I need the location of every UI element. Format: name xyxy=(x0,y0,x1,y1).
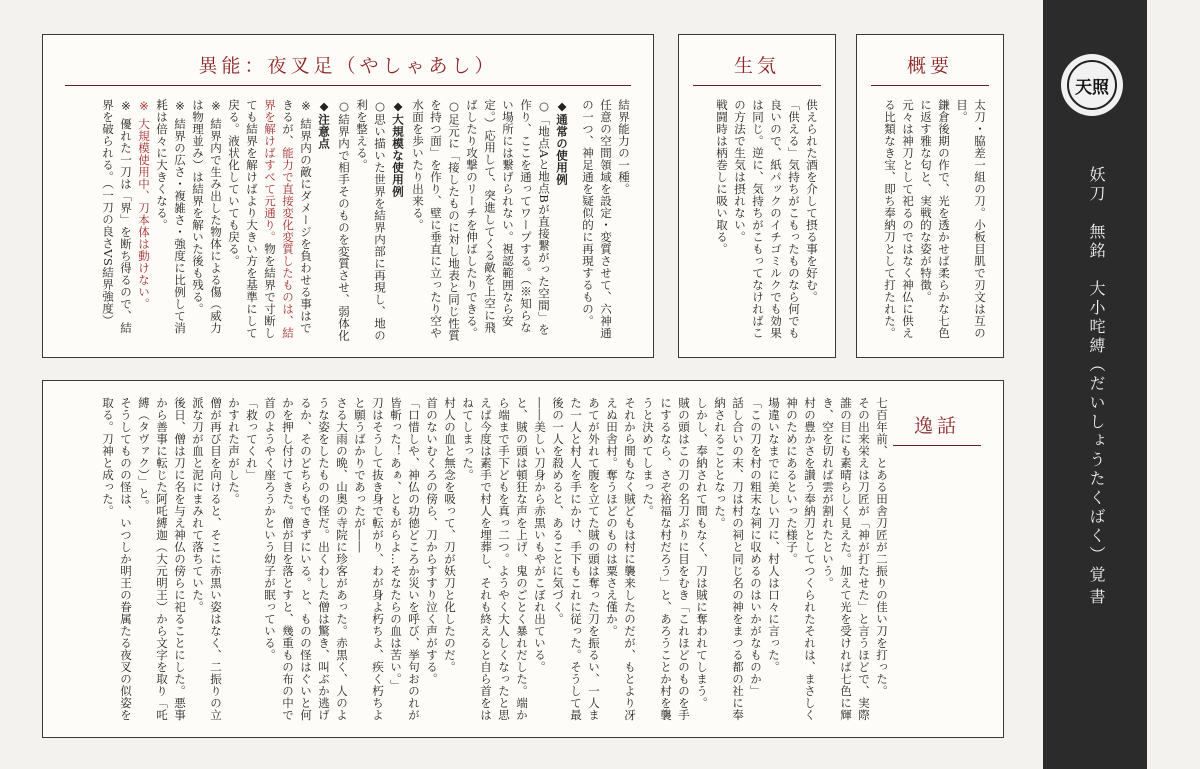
note-1a: ※ 結界内の敵にダメージを負わせる事はできるが、 xyxy=(281,99,313,334)
overview-body: 太刀・脇差一組の刀。小板目肌で刃文は互の目。 鎌倉後期の作で、光を透かせば柔らかな七色に返す雅な匂と、実戦的な姿が特徴。 元々は神刀として祀るのではなく神仏に供える比類なき宝、即ち奉納刀として打たれた。 xyxy=(883,99,987,339)
anecdote-panel xyxy=(42,380,1004,738)
anecdote-title: 逸話 xyxy=(913,415,960,437)
large-scale-body: ○思い描いた世界を結界内部に再現し、地の利を整える。 ○結界内で相手そのものを変質させ、弱体化 xyxy=(337,99,387,342)
sword-title: 妖刀 無銘 大小咤縛（だいしょうたくばく） xyxy=(1087,166,1106,565)
usage-body: ○「地点Aと地点Bが直接繋がった空間」を作り、ここを通ってワープする。（※知らない場所には繋げられない。視認範囲なら安定。）応用して、突進してくる敵を上空に飛ばしたり攻撃のリーチを伸ばしたりできる。 ○足元に「接したものに対し地表と同じ性質を持つ面」を作り、壁に垂直に立ったり空や水面を歩いたり出来る。 xyxy=(411,99,551,342)
vitality-title: 生気 xyxy=(733,55,780,77)
anecdote-title-rule xyxy=(893,445,981,446)
ability-panel xyxy=(42,34,654,358)
note-4: ※ 大規模使用中、刀本体は動けない。 xyxy=(137,99,151,310)
overview-title-rule xyxy=(871,85,989,86)
notes-list xyxy=(59,99,315,343)
sidebar xyxy=(1043,0,1147,769)
note-1-highlight: 能力で直接変化変質したものは、結界を解けばすべて元通り。 xyxy=(263,99,295,339)
vitality-panel xyxy=(678,34,836,358)
overview-title: 概要 xyxy=(906,55,953,77)
anecdote-body: 七百年前、とある田舎刀匠が二振りの佳い刀を打った。 その出来栄えは刀匠が「神が打たせた」と言うほどで、実際誰の目にも素晴らしく見えた。加えて光を受ければ七色に輝き、空を切れば雲が割れたという。 村の豊かさを讃う奉納刀としてつくられたそれは、まさしく神のためにあるといった様子。 場違いなまでに美しい刀に、村人は口々に言った。 「この刀を村の粗末な祠に収めるのはいかがなものか」 話し合いの末、刀は村の祠と同じ名の神をまつる都の社に奉納されることとなった。 しかし、奉納されて間もなく、刀は賊に奪われてしまう。 賊の頭はこの刀の名刀ぶりに目をむき「これほどのものを手にするなら、さぞ裕福な村だろう」と、あろうことか村を襲うと決めてしまった。 それから間もなく賊どもは村に襲来したのだが、もとより冴えぬ田舎村。奪うほどのものは粟さえ僅か。 あてが外れて腹を立てた賊の頭は奪った刀を振るい、一人また一人と村人を手にかけ、手下もこれに従った。そうして最後の一人を殺めると、あることに気づく。 ――美しい刀身から赤黒いもやがこぼれ出ている。 と、賊の頭は頓狂な声を上げ、鬼のごとく暴れだした。端から端まで手下どもを真っ二つ。ようやく大人しくなったと思えば今度は素手で村人を埋葬し、それも終えると自ら首をはねてしまった。 村人の血と無念を吸って、刀が妖刀と化したのだ。 首のないむくろの傍ら、刀からすすり泣く声がする。 「口惜しや、神仏の功徳どころか災いを呼び、挙句おのれが皆斬った！あぁ、ともがらよ…そなたらの血は苦い。」 刀はそうして抜き身で転がり、わが身よ朽ちよ、疾く朽ちよと願うばかりであったが―― さる大雨の晩、山奥の寺院に珍客があった。赤黒く、人のような姿をしたものの怪だ。出くわした僧は驚き、叫ぶか逃げるか、そのどちらもできずにいる。と、ものの怪はぐいと何かを押し付けてきた。僧が目を落とすと、幾重もの布の中で首のようやく座ろうかという幼子が眠っている。 「救ってくれ」 かすれた声がした。 僧が再び目を向けると、そこに赤黒い姿はなく、二振りの立派な刀が血と泥にまみれて落ちていた。 後日、僧は刀に名を与え神仏の傍らに祀ることにした。悪事から善事に転じた阿吒縛迦（大元明王）から文字を取り「吒縛（タヴァク）」と。 そうしてものの怪は、いつしか明王の眷属たる夜叉の似姿を取る。刀神と成った。 xyxy=(101,397,889,721)
emblem-icon xyxy=(1061,54,1123,116)
ability-title-rule xyxy=(65,85,631,86)
ability-title: 異能：夜叉足（やしゃあし） xyxy=(198,55,498,77)
note-2: ※ 結界内で生み出した物体による傷（威力は物理並み）は結界を解いた後も残る。 xyxy=(191,99,223,334)
note-1c: 物を結界で寸断しても結界を解けばより大きい方を基準にして戻る。液状化していても戻る。 xyxy=(227,99,277,339)
note-3: ※ 結界の広さ・複雑さ・強度に比例して消耗は倍々に大きくなる。 xyxy=(155,99,187,334)
vitality-body: 供えられた酒を介して摂る事を好む。 「供える」気持ちがこもったものなら何でも良いので、紙パックのイチゴミルクでも効果は同じ。逆に、気持ちがこもってなければこの方法で生気は摂れない。 戦闘時は柄巻しに吸い取る。 xyxy=(715,99,819,339)
usage-heading: ◆通常の使用例 xyxy=(555,99,569,186)
emblem-mark: 天照 xyxy=(1067,60,1117,110)
vitality-title-rule xyxy=(693,85,821,86)
ability-intro: 結界能力の一種。 任意の空間領域を設定・変質させて、六神通の一つ、神足通を疑似的に再現するもの。 xyxy=(581,99,631,339)
notes-heading: ◆注意点 xyxy=(317,99,331,150)
note-5: ※ 優れた一刀は「界」を断ち得るので、結界を破られる。（一刀の良さVS結界強度） xyxy=(101,99,133,334)
overview-panel xyxy=(856,34,1004,358)
sidebar-subtitle: 覚書 xyxy=(1087,566,1106,610)
large-scale-heading: ◆大規模な使用例 xyxy=(391,99,405,198)
